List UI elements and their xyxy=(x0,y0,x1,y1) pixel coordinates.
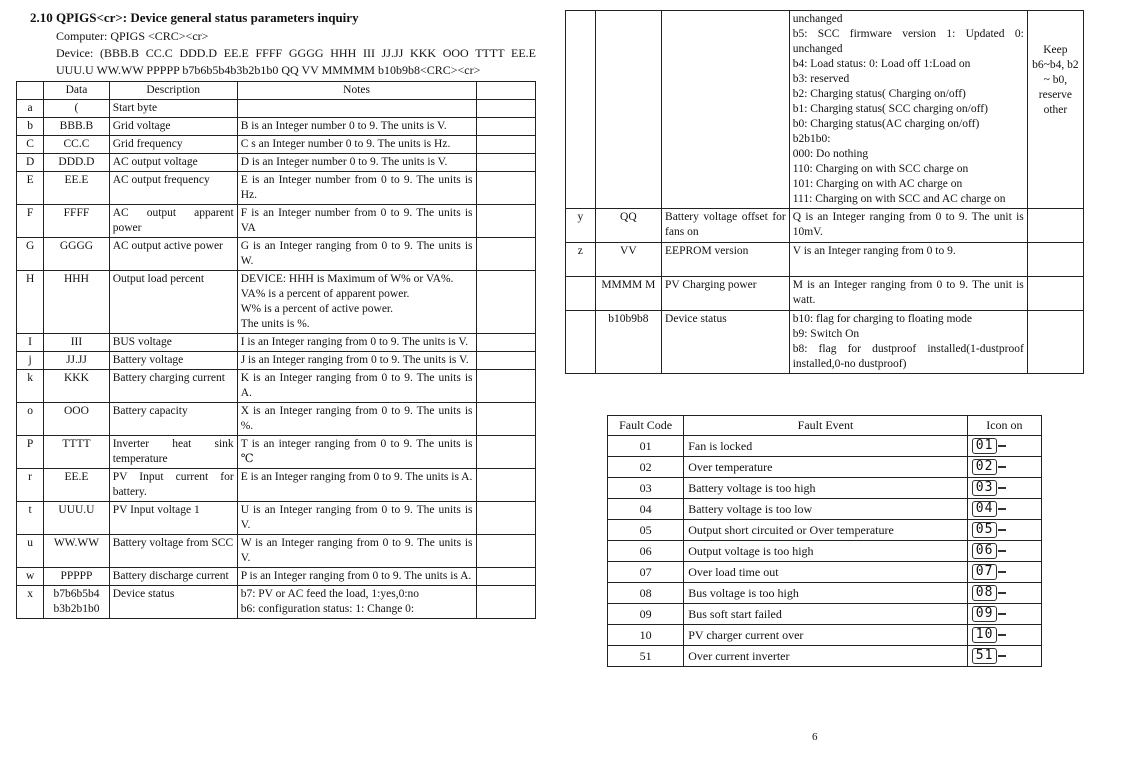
note-line: The units is %. xyxy=(240,318,310,330)
status-params-table xyxy=(16,81,536,619)
note-line: Q is an Integer ranging from 0 to 9. The unit is 10mV. xyxy=(792,211,1024,238)
note-line: 111: Charging on with SCC and AC charge on xyxy=(792,193,1006,205)
fault-lcd-icon: 07 xyxy=(972,564,998,580)
row-key: o xyxy=(17,403,44,436)
row-key: H xyxy=(17,271,44,334)
row-extra xyxy=(476,469,535,502)
row-description: EEPROM version xyxy=(662,243,790,277)
row-key: j xyxy=(17,352,44,370)
row-data: BBB.B xyxy=(44,118,110,136)
fault-lcd-icon: 01 xyxy=(972,438,998,454)
table-row xyxy=(17,172,536,205)
fault-event: Over current inverter xyxy=(684,646,968,667)
row-notes xyxy=(237,154,476,172)
fault-code: 03 xyxy=(608,478,684,499)
note-line: b7: PV or AC feed the load, 1:yes,0:no xyxy=(240,588,420,600)
note-line: J is an Integer ranging from 0 to 9. The units is V. xyxy=(240,354,469,366)
icon-on-header: Icon on xyxy=(967,416,1041,436)
table-row xyxy=(17,352,536,370)
note-line: b8: flag for dustproof installed(1-dustproof installed,0-no dustproof) xyxy=(792,343,1024,370)
row-description: Grid frequency xyxy=(109,136,237,154)
fault-code: 10 xyxy=(608,625,684,646)
note-line: b2: Charging status( Charging on/off) xyxy=(792,88,966,100)
fault-row xyxy=(608,646,1042,667)
fault-event: Bus voltage is too high xyxy=(684,583,968,604)
row-description: AC output frequency xyxy=(109,172,237,205)
row-description: Battery voltage offset for fans on xyxy=(662,209,790,243)
row-data: PPPPP xyxy=(44,568,110,586)
lcd-tail-icon xyxy=(998,529,1006,531)
row-notes xyxy=(237,172,476,205)
note-line: DEVICE: HHH is Maximum of W% or VA%. xyxy=(240,273,454,285)
note-line: 000: Do nothing xyxy=(792,148,869,160)
fault-code-table xyxy=(607,415,1042,667)
table-row xyxy=(17,469,536,502)
fault-icon-cell xyxy=(967,562,1041,583)
fault-lcd-icon: 09 xyxy=(972,606,998,622)
row-description: AC output apparent power xyxy=(109,205,237,238)
lcd-tail-icon xyxy=(998,466,1006,468)
fault-code: 01 xyxy=(608,436,684,457)
lcd-tail-icon xyxy=(998,445,1006,447)
fault-event: PV charger current over xyxy=(684,625,968,646)
section-number: 2.10 xyxy=(30,10,53,25)
fault-row xyxy=(608,436,1042,457)
row-key: I xyxy=(17,334,44,352)
row-notes xyxy=(789,243,1027,277)
row-data: EE.E xyxy=(44,469,110,502)
note-line: I is an Integer ranging from 0 to 9. The units is V. xyxy=(240,336,469,348)
fault-lcd-icon: 10 xyxy=(972,627,998,643)
fault-event: Fan is locked xyxy=(684,436,968,457)
row-data: VV xyxy=(595,243,661,277)
row-extra xyxy=(476,334,535,352)
fault-icon-cell xyxy=(967,541,1041,562)
row-notes xyxy=(237,136,476,154)
note-line: 110: Charging on with SCC charge on xyxy=(792,163,969,175)
row-description: Battery charging current xyxy=(109,370,237,403)
lcd-tail-icon xyxy=(998,571,1006,573)
row-description: Output load percent xyxy=(109,271,237,334)
row-notes xyxy=(237,370,476,403)
fault-lcd-icon: 05 xyxy=(972,522,998,538)
row-description: AC output active power xyxy=(109,238,237,271)
fault-row xyxy=(608,499,1042,520)
table-row xyxy=(17,568,536,586)
note-line: B is an Integer number 0 to 9. The units is V. xyxy=(240,120,447,132)
row-notes xyxy=(237,535,476,568)
fault-row xyxy=(608,478,1042,499)
fault-event: Bus soft start failed xyxy=(684,604,968,625)
note-line: b10: flag for charging to floating mode xyxy=(792,313,973,325)
note-line: b4: Load status: 0: Load off 1:Load on xyxy=(792,58,971,70)
fault-event-header: Fault Event xyxy=(684,416,968,436)
row-extra xyxy=(476,568,535,586)
table-header-row xyxy=(17,82,536,100)
row-key: y xyxy=(566,209,596,243)
row-extra xyxy=(476,205,535,238)
row-notes xyxy=(237,403,476,436)
row-extra xyxy=(476,100,535,118)
table-row xyxy=(566,243,1084,277)
row-key xyxy=(566,11,596,209)
table-row xyxy=(17,100,536,118)
row-data: GGGG xyxy=(44,238,110,271)
row-notes xyxy=(237,352,476,370)
page-number: 6 xyxy=(812,731,818,743)
fault-code: 08 xyxy=(608,583,684,604)
lcd-tail-icon xyxy=(998,508,1006,510)
row-extra xyxy=(1027,277,1083,311)
row-extra xyxy=(476,271,535,334)
row-description: Battery voltage xyxy=(109,352,237,370)
fault-icon-cell xyxy=(967,499,1041,520)
fault-lcd-icon: 02 xyxy=(972,459,998,475)
row-key: k xyxy=(17,370,44,403)
row-data: KKK xyxy=(44,370,110,403)
row-description xyxy=(662,11,790,209)
column-header: Data xyxy=(44,82,110,100)
note-line: U is an Integer ranging from 0 to 9. The units is V. xyxy=(240,504,473,531)
row-data: QQ xyxy=(595,209,661,243)
note-line: M is an Integer ranging from 0 to 9. The unit is watt. xyxy=(792,279,1024,306)
row-extra xyxy=(476,586,535,619)
lcd-tail-icon xyxy=(998,655,1006,657)
table-row xyxy=(17,154,536,172)
row-data: CC.C xyxy=(44,136,110,154)
row-notes xyxy=(789,11,1027,209)
table-row xyxy=(17,403,536,436)
fault-lcd-icon: 08 xyxy=(972,585,998,601)
row-notes xyxy=(237,502,476,535)
note-line: F is an Integer number from 0 to 9. The units is VA xyxy=(240,207,473,234)
fault-icon-cell xyxy=(967,478,1041,499)
note-line: X is an Integer ranging from 0 to 9. The units is %. xyxy=(240,405,473,432)
fault-row xyxy=(608,520,1042,541)
note-line: G is an Integer ranging from 0 to 9. The units is W. xyxy=(240,240,473,267)
fault-icon-cell xyxy=(967,604,1041,625)
fault-icon-cell xyxy=(967,583,1041,604)
row-notes xyxy=(237,205,476,238)
fault-icon-cell xyxy=(967,625,1041,646)
note-line: K is an Integer ranging from 0 to 9. The units is A. xyxy=(240,372,473,399)
device-response-line1: Device: (BBB.B CC.C DDD.D EE.E FFFF GGGG HHH III JJ.JJ KKK OOO TTTT EE.E xyxy=(56,46,536,60)
row-description: Device status xyxy=(662,311,790,374)
row-description: Battery discharge current xyxy=(109,568,237,586)
row-key: t xyxy=(17,502,44,535)
fault-event: Output voltage is too high xyxy=(684,541,968,562)
fault-lcd-icon: 06 xyxy=(972,543,998,559)
row-extra xyxy=(476,352,535,370)
table-row xyxy=(17,586,536,619)
row-notes xyxy=(789,277,1027,311)
status-params-table-continued xyxy=(565,10,1084,374)
note-line: VA% is a percent of apparent power. xyxy=(240,288,410,300)
note-line: b5: SCC firmware version 1: Updated 0: unchanged xyxy=(792,28,1024,55)
table-row xyxy=(566,11,1084,209)
column-header xyxy=(476,82,535,100)
row-extra xyxy=(476,403,535,436)
fault-code: 06 xyxy=(608,541,684,562)
row-data: HHH xyxy=(44,271,110,334)
row-notes xyxy=(789,209,1027,243)
lcd-tail-icon xyxy=(998,634,1006,636)
lcd-tail-icon xyxy=(998,613,1006,615)
row-description: Grid voltage xyxy=(109,118,237,136)
fault-code: 51 xyxy=(608,646,684,667)
row-data: FFFF xyxy=(44,205,110,238)
row-notes xyxy=(237,586,476,619)
row-notes xyxy=(237,100,476,118)
row-extra xyxy=(476,154,535,172)
fault-code: 09 xyxy=(608,604,684,625)
row-key: F xyxy=(17,205,44,238)
row-data xyxy=(595,11,661,209)
note-line: b2b1b0: xyxy=(792,133,831,145)
row-key: E xyxy=(17,172,44,205)
table-row xyxy=(17,136,536,154)
fault-code: 05 xyxy=(608,520,684,541)
fault-code: 02 xyxy=(608,457,684,478)
row-description: Battery voltage from SCC xyxy=(109,535,237,568)
row-data: WW.WW xyxy=(44,535,110,568)
fault-row xyxy=(608,583,1042,604)
row-key xyxy=(566,277,596,311)
row-extra xyxy=(476,502,535,535)
fault-event: Battery voltage is too low xyxy=(684,499,968,520)
row-extra xyxy=(1027,243,1083,277)
row-key: P xyxy=(17,436,44,469)
fault-event: Over temperature xyxy=(684,457,968,478)
row-notes xyxy=(789,311,1027,374)
row-description: AC output voltage xyxy=(109,154,237,172)
fault-row xyxy=(608,541,1042,562)
fault-row xyxy=(608,625,1042,646)
row-key: D xyxy=(17,154,44,172)
row-data: UUU.U xyxy=(44,502,110,535)
row-extra xyxy=(476,436,535,469)
note-line: P is an Integer ranging from 0 to 9. The units is A. xyxy=(240,570,472,582)
note-line: E is an Integer ranging from 0 to 9. The units is A. xyxy=(240,471,473,483)
fault-icon-cell xyxy=(967,457,1041,478)
column-header xyxy=(17,82,44,100)
table-row xyxy=(566,209,1084,243)
row-description: Battery capacity xyxy=(109,403,237,436)
fault-row xyxy=(608,562,1042,583)
row-description: PV Input current for battery. xyxy=(109,469,237,502)
row-notes xyxy=(237,469,476,502)
fault-code-header: Fault Code xyxy=(608,416,684,436)
row-extra xyxy=(476,172,535,205)
row-data: b10b9b8 xyxy=(595,311,661,374)
row-extra xyxy=(476,370,535,403)
table-row xyxy=(17,271,536,334)
row-notes xyxy=(237,568,476,586)
row-data: DDD.D xyxy=(44,154,110,172)
fault-code: 04 xyxy=(608,499,684,520)
fault-lcd-icon: 04 xyxy=(972,501,998,517)
row-key: u xyxy=(17,535,44,568)
row-key: r xyxy=(17,469,44,502)
note-line: E is an Integer number from 0 to 9. The units is Hz. xyxy=(240,174,473,201)
row-data: b7b6b5b4 b3b2b1b0 xyxy=(44,586,110,619)
row-description: Device status xyxy=(109,586,237,619)
row-extra xyxy=(1027,209,1083,243)
row-description: PV Charging power xyxy=(662,277,790,311)
row-data: III xyxy=(44,334,110,352)
row-key: C xyxy=(17,136,44,154)
row-extra xyxy=(476,535,535,568)
row-description: Start byte xyxy=(109,100,237,118)
row-key: b xyxy=(17,118,44,136)
row-extra: Keep b6~b4, b2 ~ b0, reserve other xyxy=(1027,11,1083,209)
fault-code-table-wrap xyxy=(607,415,1042,667)
row-key xyxy=(566,311,596,374)
fault-lcd-icon: 51 xyxy=(972,648,998,664)
column-header: Notes xyxy=(237,82,476,100)
computer-command: Computer: QPIGS <CRC><cr> xyxy=(56,29,209,43)
row-extra xyxy=(476,118,535,136)
row-key: G xyxy=(17,238,44,271)
table-row xyxy=(566,311,1084,374)
note-line: 101: Charging on with AC charge on xyxy=(792,178,963,190)
note-line: D is an Integer number 0 to 9. The units is V. xyxy=(240,156,448,168)
note-line: b9: Switch On xyxy=(792,328,860,340)
fault-icon-cell xyxy=(967,646,1041,667)
row-notes xyxy=(237,436,476,469)
left-column xyxy=(16,10,536,619)
table-row xyxy=(566,277,1084,311)
row-data: TTTT xyxy=(44,436,110,469)
note-line: C s an Integer number 0 to 9. The units is Hz. xyxy=(240,138,451,150)
row-key: z xyxy=(566,243,596,277)
note-line: T is an integer ranging from 0 to 9. The units is ℃ xyxy=(240,438,473,465)
fault-row xyxy=(608,604,1042,625)
row-extra xyxy=(1027,311,1083,374)
note-line: unchanged xyxy=(792,13,843,25)
section-heading: QPIGS<cr>: Device general status parameters inquiry xyxy=(56,10,359,25)
fault-lcd-icon: 03 xyxy=(972,480,998,496)
fault-event: Output short circuited or Over temperature xyxy=(684,520,968,541)
row-extra xyxy=(476,238,535,271)
row-data: EE.E xyxy=(44,172,110,205)
row-key: w xyxy=(17,568,44,586)
table-row xyxy=(17,205,536,238)
fault-icon-cell xyxy=(967,520,1041,541)
row-description: BUS voltage xyxy=(109,334,237,352)
fault-icon-cell xyxy=(967,436,1041,457)
fault-event: Battery voltage is too high xyxy=(684,478,968,499)
row-data: ( xyxy=(44,100,110,118)
table-row xyxy=(17,118,536,136)
table-row xyxy=(17,535,536,568)
table-row xyxy=(17,436,536,469)
note-line: b6: configuration status: 1: Change 0: xyxy=(240,603,415,615)
row-notes xyxy=(237,238,476,271)
fault-event: Over load time out xyxy=(684,562,968,583)
note-line: V is an Integer ranging from 0 to 9. xyxy=(792,245,956,257)
lcd-tail-icon xyxy=(998,550,1006,552)
lcd-tail-icon xyxy=(998,487,1006,489)
row-description: PV Input voltage 1 xyxy=(109,502,237,535)
row-notes xyxy=(237,118,476,136)
row-data: JJ.JJ xyxy=(44,352,110,370)
device-response-line2: UUU.U WW.WW PPPPP b7b6b5b4b3b2b1b0 QQ VV MMMMM b10b9b8<CRC><cr> xyxy=(56,63,481,77)
note-line: b1: Charging status( SCC charging on/off) xyxy=(792,103,988,115)
row-description: Inverter heat sink temperature xyxy=(109,436,237,469)
lcd-tail-icon xyxy=(998,592,1006,594)
section-title xyxy=(30,10,536,26)
fault-code: 07 xyxy=(608,562,684,583)
row-extra xyxy=(476,136,535,154)
row-data: MMMM M xyxy=(595,277,661,311)
row-key: a xyxy=(17,100,44,118)
table-row xyxy=(17,334,536,352)
note-line: W% is a percent of active power. xyxy=(240,303,393,315)
note-line: b0: Charging status(AC charging on/off) xyxy=(792,118,980,130)
row-notes xyxy=(237,334,476,352)
column-header: Description xyxy=(109,82,237,100)
fault-row xyxy=(608,457,1042,478)
note-line: b3: reserved xyxy=(792,73,850,85)
row-data: OOO xyxy=(44,403,110,436)
table-row xyxy=(17,238,536,271)
row-notes xyxy=(237,271,476,334)
row-key: x xyxy=(17,586,44,619)
note-line: W is an Integer ranging from 0 to 9. The units is V. xyxy=(240,537,473,564)
table-row xyxy=(17,370,536,403)
table-row xyxy=(17,502,536,535)
